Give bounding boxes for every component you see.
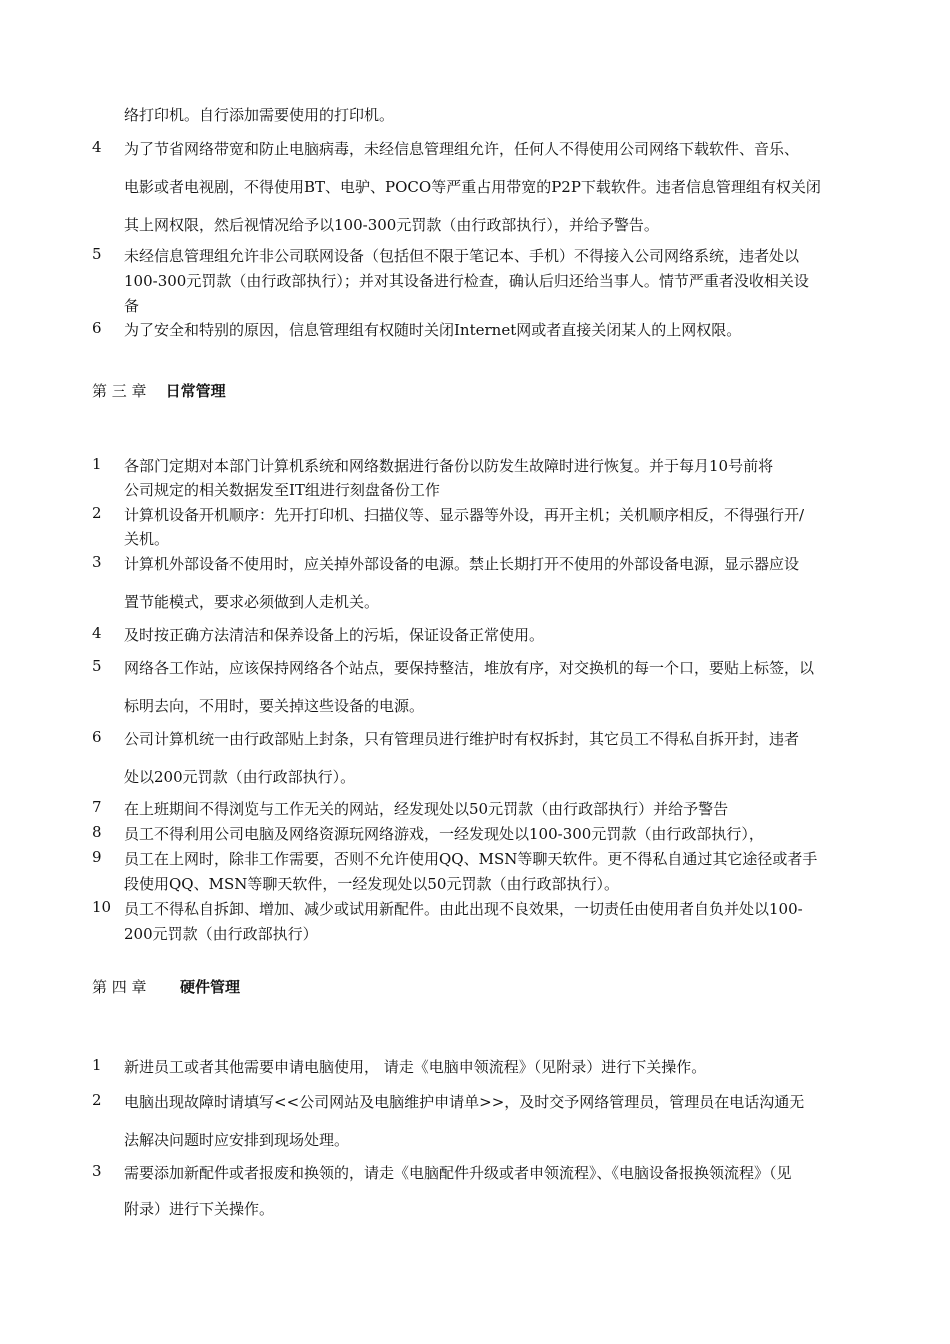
text-line: 计算机设备开机顺序：先开打印机、扫描仪等、显示器等外设，再开主机；关机顺序相反，不得强行开/ — [124, 506, 805, 524]
text-line: 各部门定期对本部门计算机系统和网络数据进行备份以防发生故障时进行恢复。并于每月10号前将 — [124, 457, 774, 475]
text-line: 电影或者电视剧，不得使用BT、电驴、POCO等严重占用带宽的P2P下载软件。违者信息管理组有权关闭 — [124, 178, 821, 196]
item-number: 2 — [92, 1091, 102, 1109]
item-number: 3 — [92, 553, 102, 571]
chapter-title: 硬件管理 — [179, 978, 240, 996]
text-line: 公司规定的相关数据发至IT组进行刻盘备份工作 — [124, 481, 440, 499]
text-line: 未经信息管理组允许非公司联网设备（包括但不限于笔记本、手机）不得接入公司网络系统，违者处以 — [124, 247, 800, 265]
item-number: 1 — [92, 1056, 102, 1074]
chapter-heading — [92, 976, 240, 997]
text-line: 关机。 — [124, 530, 170, 548]
text-line: 网络各工作站，应该保持网络各个站点，要保持整洁，堆放有序，对交换机的每一个口，要贴上标签，以 — [124, 659, 815, 677]
text-line: 为了节省网络带宽和防止电脑病毒，未经信息管理组允许，任何人不得使用公司网络下载软件、音乐、 — [124, 140, 800, 158]
text-line: 在上班期间不得浏览与工作无关的网站，经发现处以50元罚款（由行政部执行）并给予警告 — [124, 800, 729, 818]
text-line: 及时按正确方法清洁和保养设备上的污垢，保证设备正常使用。 — [124, 626, 545, 644]
item-number: 10 — [92, 898, 112, 916]
text-line: 员工不得利用公司电脑及网络资源玩网络游戏，一经发现处以100-300元罚款（由行政部执行）， — [124, 825, 764, 843]
text-line: 需要添加新配件或者报废和换领的，请走《电脑配件升级或者申领流程》、《电脑设备报换领流程》（见 — [124, 1164, 792, 1182]
text-line: 标明去向，不用时，要关掉这些设备的电源。 — [124, 697, 425, 715]
item-number: 6 — [92, 728, 102, 746]
text-line: 处以200元罚款（由行政部执行）。 — [124, 768, 356, 786]
item-number: 8 — [92, 823, 102, 841]
item-number: 4 — [92, 138, 102, 156]
item-number: 6 — [92, 319, 102, 337]
text-line: 电脑出现故障时请填写<<公司网站及电脑维护申请单>>，及时交予网络管理员，管理员在电话沟通无 — [124, 1093, 805, 1111]
item-number: 7 — [92, 798, 102, 816]
chapter-label: 第 四 章 — [92, 978, 147, 996]
text-line: 100-300元罚款（由行政部执行）；并对其设备进行检查，确认后归还给当事人。情节严重者没收相关设 — [124, 272, 809, 290]
chapter-heading — [92, 380, 226, 401]
text-line: 置节能模式，要求必须做到人走机关。 — [124, 593, 380, 611]
chapter-label: 第 三 章 — [92, 382, 147, 400]
text-line: 附录）进行下关操作。 — [124, 1200, 275, 1218]
item-number: 5 — [92, 245, 102, 263]
text-line: 络打印机。自行添加需要使用的打印机。 — [124, 106, 395, 124]
text-line: 为了安全和特别的原因，信息管理组有权随时关闭Internet网或者直接关闭某人的上网权限。 — [124, 321, 742, 339]
text-line: 员工不得私自拆卸、增加、减少或试用新配件。由此出现不良效果，一切责任由使用者自负并处以100- — [124, 900, 803, 918]
text-line: 新进员工或者其他需要申请电脑使用， 请走《电脑申领流程》（见附录）进行下关操作。 — [124, 1058, 707, 1076]
item-number: 9 — [92, 848, 102, 866]
item-number: 5 — [92, 657, 102, 675]
text-line: 法解决问题时应安排到现场处理。 — [124, 1131, 350, 1149]
chapter-title: 日常管理 — [165, 382, 226, 400]
item-number: 4 — [92, 624, 102, 642]
item-number: 3 — [92, 1162, 102, 1180]
text-line: 200元罚款（由行政部执行） — [124, 925, 318, 943]
text-line: 段使用QQ、MSN等聊天软件，一经发现处以50元罚款（由行政部执行）。 — [124, 875, 619, 893]
text-line: 公司计算机统一由行政部贴上封条，只有管理员进行维护时有权拆封，其它员工不得私自拆开封，违者 — [124, 730, 800, 748]
text-line: 员工在上网时，除非工作需要，否则不允许使用QQ、MSN等聊天软件。更不得私自通过其它途径或者手 — [124, 850, 818, 868]
item-number: 1 — [92, 455, 102, 473]
text-line: 备 — [124, 297, 140, 315]
item-number: 2 — [92, 504, 102, 522]
text-line: 计算机外部设备不使用时，应关掉外部设备的电源。禁止长期打开不使用的外部设备电源，显示器应设 — [124, 555, 800, 573]
text-line: 其上网权限，然后视情况给予以100-300元罚款（由行政部执行），并给予警告。 — [124, 216, 659, 234]
